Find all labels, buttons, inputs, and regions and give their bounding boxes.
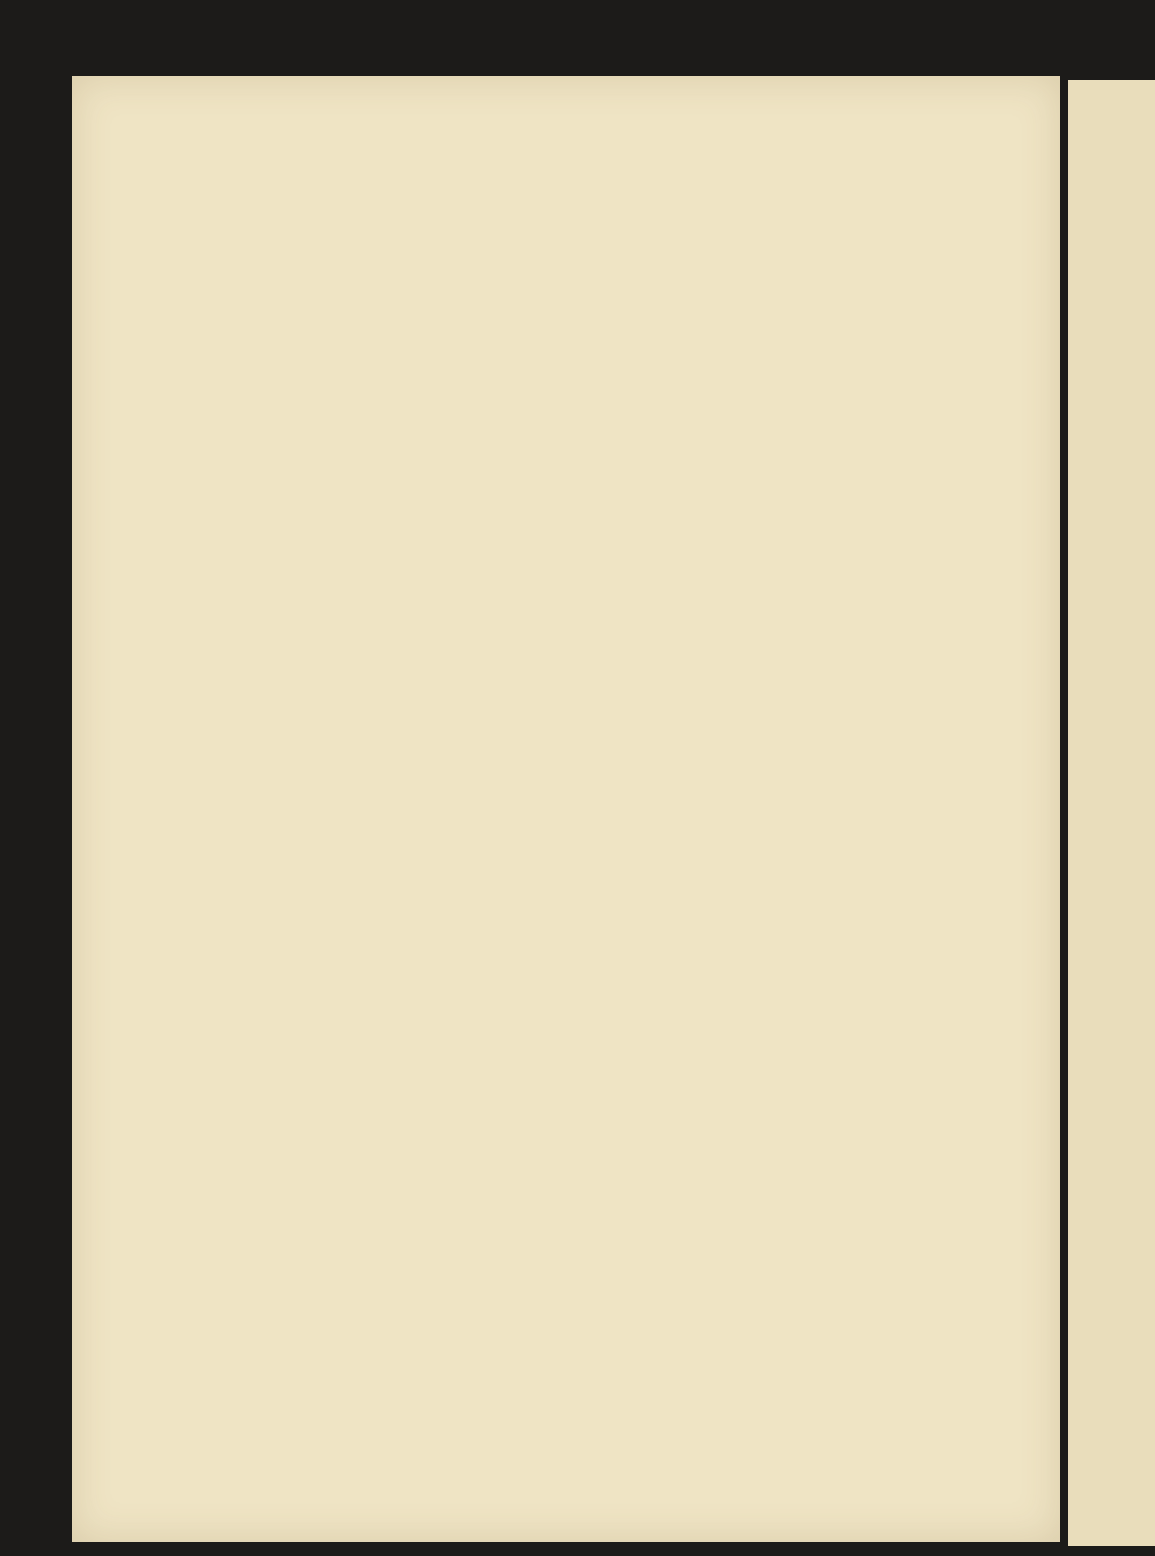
ledger-page (72, 76, 1060, 1542)
adjacent-page (1068, 80, 1155, 1546)
